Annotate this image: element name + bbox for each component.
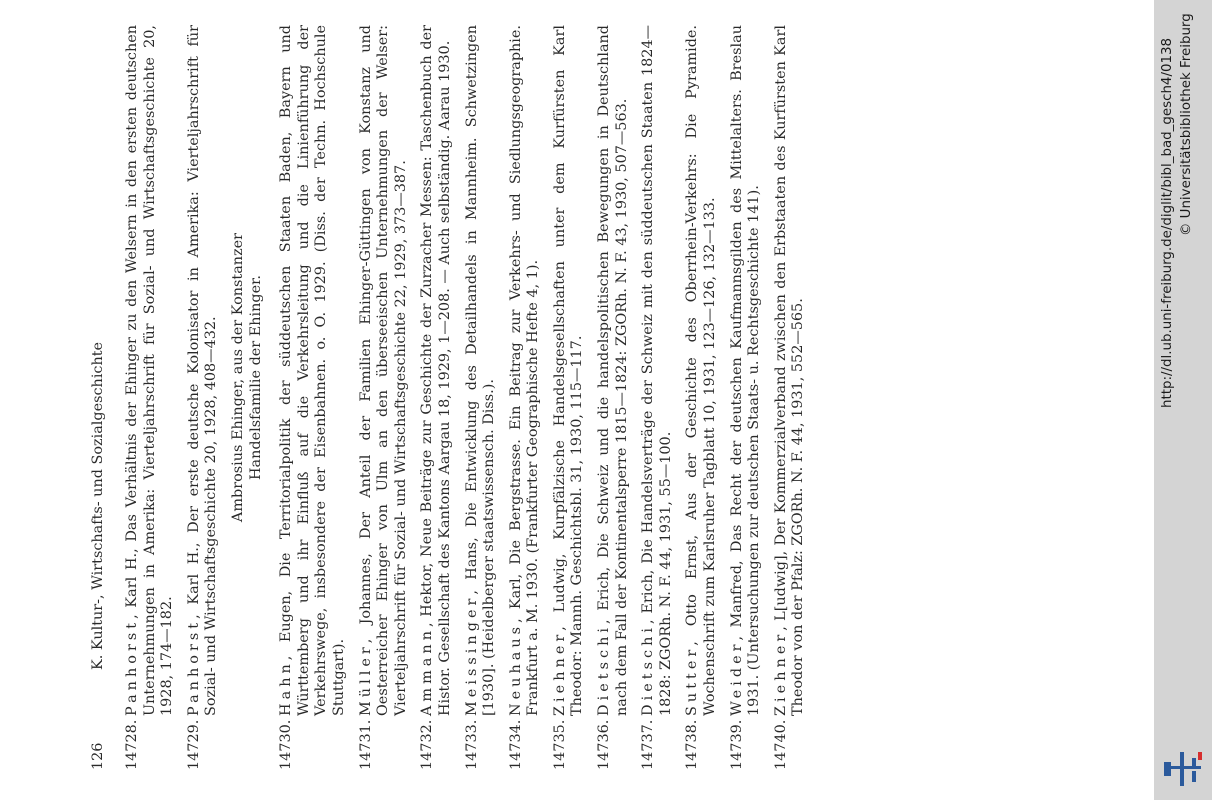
entry-number: 14734. xyxy=(507,719,524,770)
entry-number: 14730. xyxy=(278,719,295,770)
entry-text xyxy=(186,25,221,722)
entry-text xyxy=(729,25,764,722)
entry-number: 14729. xyxy=(185,719,202,770)
entry-author: Panhorst xyxy=(124,618,140,716)
entry-citation: , Eugen, Die Territorialpolitik der süddeutschen Staaten Baden, Bayern und Württemberg und ihr Einfluß auf die Verkehrsleitung und die Linienführung der Verkehrswege, insbesondere der Eisenbahnen. o. O. 1929. (Diss. der Techn. Hochschule Stuttgart). xyxy=(278,25,347,716)
bibliography-list xyxy=(278,25,808,770)
bibliography-entry xyxy=(124,25,177,770)
bibliography-list xyxy=(124,25,221,770)
entry-text xyxy=(640,25,675,722)
entry-text xyxy=(419,25,454,722)
copyright-notice: © Universitätsbibliothek Freiburg xyxy=(1179,13,1194,236)
bibliography-entry xyxy=(684,25,719,770)
entry-text xyxy=(278,25,348,722)
entry-citation: , Karl H., Der erste deutsche Kolonisator in Amerika: Vierteljahrschrift für Sozial- und Wirtschaftsgeschichte 20, 1928, 408—432. xyxy=(185,25,220,716)
entry-number: 14739. xyxy=(728,719,745,770)
entry-author: Neuhaus xyxy=(507,622,524,716)
entry-author: Dietschi xyxy=(596,623,613,716)
bibliography-entry xyxy=(186,25,221,770)
entry-text xyxy=(464,25,499,722)
entry-text xyxy=(773,25,808,722)
bibliography-entry xyxy=(508,25,543,770)
entry-author: Müller xyxy=(357,643,374,716)
entry-number: 14740. xyxy=(772,719,789,770)
entry-author: Dietschi xyxy=(640,623,657,716)
running-title: K. Kultur-, Wirtschafts- und Sozialgeschichte xyxy=(90,341,106,670)
entry-number: 14736. xyxy=(596,719,613,770)
page-header xyxy=(90,25,108,770)
entry-text xyxy=(358,25,411,722)
subheading-line: Ambrosius Ehinger, aus der Konstanzer xyxy=(229,232,246,523)
entry-citation: , Erich, Die Schweiz und die handelspolitischen Bewegungen in Deutschland nach dem Fall der Kontinentalsperre 1815—1824: ZGORh. N. F. 43, 1930, 507—563. xyxy=(596,25,630,716)
bibliography-entry xyxy=(278,25,348,770)
subheading-line: Handelsfamilie der Ehinger. xyxy=(247,275,264,480)
entry-citation: , Karl, Die Bergstrasse. Ein Beitrag zur Verkehrs- und Siedlungsgeographie. Frankfurt a. M. 1930. (Frankfurter Geographische Hefte 4, 1). xyxy=(507,25,542,716)
ub-freiburg-logo-icon xyxy=(1164,748,1204,788)
entry-citation: , Ludwig, Kurpfälzische Handelsgesellschaften unter dem Kurfürsten Karl Theodor: Mannh. Geschichtsbl. 31, 1930, 115—117. xyxy=(551,25,586,716)
entry-text xyxy=(508,25,543,722)
entry-citation: , Hektor, Neue Beiträge zur Geschichte der Zurzacher Messen: Taschenbuch der Histor. Gesellschaft des Kantons Aargau 18, 1929, 1—208. — Auch selbständig. Aarau 1930. xyxy=(419,25,453,716)
bibliography-entry xyxy=(464,25,499,770)
entry-author: Ziehner xyxy=(772,630,789,716)
entry-citation: , Otto Ernst, Aus der Geschichte des Oberrhein-Verkehrs: Die Pyramide. Wochenschrift zum Karlsruher Tagblatt 10, 1931, 123—126, 132—133. xyxy=(684,25,719,716)
entry-number: 14731. xyxy=(357,719,374,770)
entry-number: 14728. xyxy=(124,719,140,770)
entry-number: 14732. xyxy=(419,719,436,770)
side-strip xyxy=(1154,0,1212,800)
entry-author: Panhorst xyxy=(185,618,202,716)
entry-number: 14733. xyxy=(463,719,480,770)
entry-author: Hahn xyxy=(278,660,295,716)
entry-citation: , Erich, Die Handelsverträge der Schweiz mit den süddeutschen Staaten 1824—1828: ZGORh. N. F. 44, 1931, 55—100. xyxy=(640,25,674,716)
entry-author: Ziehner xyxy=(551,630,568,716)
entry-number: 14735. xyxy=(551,719,568,770)
bibliography-entry xyxy=(419,25,454,770)
entry-author: Sutter xyxy=(684,645,701,716)
source-url[interactable]: http://dl.ub.uni-freiburg.de/diglit/bibl_bad_gesch4/0138 xyxy=(1160,37,1175,408)
entry-text xyxy=(596,25,631,722)
entry-number: 14738. xyxy=(684,719,701,770)
bibliography-entry xyxy=(596,25,631,770)
bibliography-entry xyxy=(640,25,675,770)
bibliography-entry xyxy=(552,25,587,770)
entry-text xyxy=(124,25,177,722)
entry-citation: , Karl H., Das Verhältnis der Ehinger zu den Welsern in den ersten deutschen Unternehmungen in Amerika: Vierteljahrschrift für Sozial- und Wirtschaftsgeschichte 20, 1928, 174—182. xyxy=(124,25,176,716)
bibliography-entry xyxy=(773,25,808,770)
entry-author: Meissinger xyxy=(463,594,480,716)
entry-text xyxy=(684,25,719,722)
entry-citation: , L[udwig], Der Kommerzialverband zwischen den Erbstaaten des Kurfürsten Karl Theodor von der Pfalz: ZGORh. N. F. 44, 1931, 552—565. xyxy=(772,25,807,716)
bibliography-entry xyxy=(358,25,411,770)
entry-citation: , Hans, Die Entwicklung des Detailhandels in Mannheim. Schwetzingen [1930]. (Heidelberger staatswissensch. Diss.). xyxy=(463,25,498,716)
section-subheading xyxy=(230,25,265,730)
entry-citation: , Johannes, Der Anteil der Familien Ehinger-Güttingen von Konstanz und Oesterreicher Ehinger von Ulm an den überseeischen Unternehmungen der Welser: Vierteljahrschrift für Sozial- und Wirtschaftsgeschichte 22, 1929, 373—387. xyxy=(357,25,409,716)
entry-text xyxy=(552,25,587,722)
bibliography-entry xyxy=(729,25,764,770)
entry-author: Weider xyxy=(728,640,745,716)
page-number: 126 xyxy=(90,742,106,770)
entry-number: 14737. xyxy=(640,719,657,770)
entry-author: Ammann xyxy=(419,627,436,716)
entry-citation: , Manfred, Das Recht der deutschen Kaufmannsgilden des Mittelalters. Breslau 1931. (Untersuchungen zur deutschen Staats- u. Rechtsgeschichte 141). xyxy=(728,25,763,716)
rotated-page xyxy=(90,25,1140,770)
